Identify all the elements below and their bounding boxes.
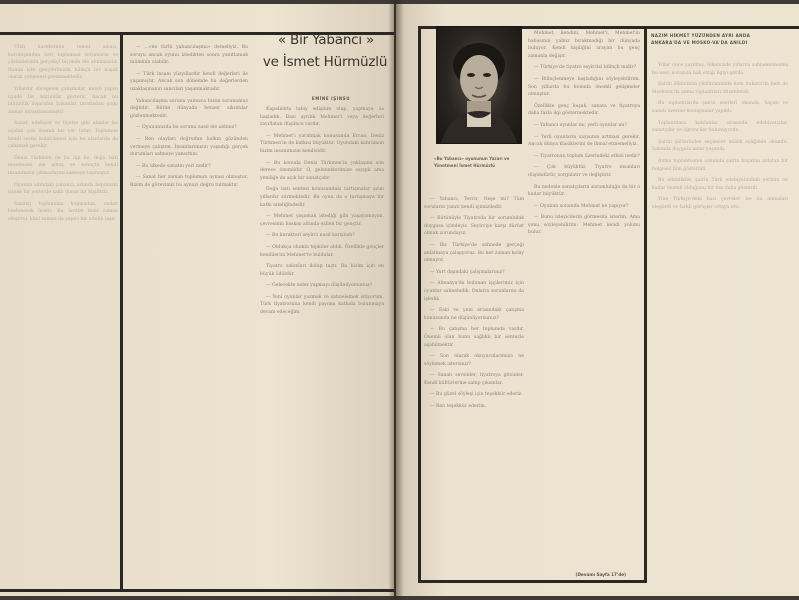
paragraph: Deniz Türkmen de bu ilgi ile, doğu batı meselesini ele almış ve sonuçta kendi insanımızın çıkmazlarını sahneye taşımıştır. (8, 155, 118, 176)
paragraph: — Bütünüyle Tiyatroda bir sorumluluk duygusu içindeyiz. Seyirciye karşı dürüst olmak zorundayız. (424, 216, 524, 237)
paragraph: Yine Türkiye'deki bazı çevreler ise bu anmaları eleştirdi ve farklı görüşler ortaya attı. (652, 197, 788, 210)
paragraph: Mehmet, kendini, Mehmet'i, Mehmet'in babasının yalnız bırakmadığı bir dünyada buluyor. Kendi kişiliğini arayan bu genç zamanla değişir. (528, 31, 640, 59)
paragraph: — Sanat her zaman toplumun aynası olmuştur. Bizim de görevimiz bu aynayı doğru tutmaktır. (130, 175, 248, 188)
sidebar-headline: NAZIM HİKMET YÜZÜNDEN AYRI ANDA ANKARA'DA VE MOSKO-VA'DA ANILDI (651, 33, 751, 45)
paragraph: — Bu çatışma her toplumda vardır. Önemli olan bunu sağlıklı bir sentezle aşabilmektir. (424, 327, 524, 348)
paragraph: — Ben teşekkür ederim. (430, 404, 487, 410)
paragraph: Ülkü hareketinin temel amacı, kuruluşundan beri toplumsal sorunların ve çözümlerinin gerçekçi biçimde ele alınmasıdır. Bunun için gençlerimizin bilinçli bir kuşak olarak yetişmesi gerekmektedir. (8, 45, 118, 81)
left-page (0, 4, 394, 596)
paragraph: — Türkiye'de tiyatro seyircisi bilinçli midir? (534, 65, 636, 71)
left-column-2 (130, 44, 248, 584)
author-photo (436, 26, 522, 144)
paragraph: — Yurt dışındaki çalışmalarınız? (430, 269, 505, 275)
portrait-image (437, 27, 521, 143)
top-rule-right (628, 26, 799, 29)
paragraph: — Biz Türkiye'de sahnede gerçeği anlatmaya çalışıyoruz. Bu her zaman kolay olmuyor. (424, 242, 524, 264)
paragraph: — Yeni oyunlar yazmak ve sahnelemek istiyorum. Türk tiyatrosuna kendi payıma katkıda bulunmaya devam edeceğim. (260, 294, 384, 316)
paragraph: — Yabancı, Tercir, Neşe mi? Tüm soruların yanıtı kendi içimizdedir. (424, 197, 524, 210)
paragraph: Kapalılıkta tabiy edişinin olup, yapmaya üs başladık. Bazı ayrılık Mehmet'i veya değerleri zayıflatan düşünce vardır. (260, 107, 384, 128)
paragraph: Bu toplantılarda şairin eserleri okundu, hayatı ve sanatı üzerine konuşmalar yapıldı. (652, 101, 788, 114)
paragraph: — Gelecekte neler yapmayı düşünüyorsunuz? (266, 283, 372, 289)
paragraph: Şairin şiirlerinden seçmeler müzik eşliğinde okundu. Salonda duygulu anlar yaşandı. (652, 139, 788, 153)
paragraph: — Almanya'da bulunan işçilerimiz için oyunlar sahneledik. Onların sorunlarını da işledik. (424, 281, 524, 302)
paragraph: — Tiyatronun toplum üzerindeki etkisi nedir? (534, 153, 640, 159)
right-column-2 (424, 196, 524, 570)
paragraph: — Oyununuzda bu sorunu nasıl ele aldınız? (136, 125, 237, 131)
paragraph: — Eski ve yeni arasındaki çatışma konusunda ne düşünüyorsunuz? (424, 308, 524, 321)
paragraph: Şairin ölümünün yıldönümünde hem Ankara'da hem de Moskova'da anma toplantıları düzenlendi. (652, 82, 788, 95)
paragraph: Anma toplantısının sonunda şairin hayatını anlatan bir belgesel film gösterildi. (652, 158, 788, 172)
paragraph: Oyunun adındaki yabancı, aslında hepimizin içinde bir yerlerde saklı duran bir kişiliktir. (8, 182, 118, 196)
paragraph: Yabancılaşma sorunu yalnızca bizim sorunumuz değildir. Bütün dünyada benzer sıkıntılar gözlenmektedir. (130, 98, 248, 119)
headline-line-1: « Bir Yabancı » (277, 32, 375, 48)
left-column-3 (260, 106, 384, 584)
left-column-1 (8, 44, 118, 584)
binding-gutter (388, 0, 404, 600)
paragraph: Doğu batı sentezi konusundaki tartışmalar uzun yıllardır sürmektedir. Bu oyun da o tartışmaya bir katkı niteliğindedir. (260, 187, 384, 208)
paragraph: — ...«ne türlü yabancılaşma» demeliyiz. Bu soruyu ancak oyunu izledikten sonra yanıtlamak mümkün olabilir. (130, 45, 248, 66)
headline-line-2: ve İsmet Hürmüzlü (262, 54, 388, 70)
paragraph: Sanatçı toplumdan kopmadan, ondan beslenerek üretir. Bu üretim kimi zaman eleştirel, kimi zaman da yapıcı bir nitelik taşır. (8, 201, 118, 222)
paragraph: — Yerli oyunların sayısının artması gerekir. Ancak dünya klasiklerini de ihmal etmemeliyiz. (528, 134, 640, 148)
paragraph: — Bu karakteri seyirci nasıl karşıladı? (266, 233, 355, 239)
paragraph: — Bu konuda Deniz Türkmen'in yaklaşımı son derece önemlidir. O, geleneklerimize saygılı ama yeniliğe de açık bir sanatçıdır. (260, 160, 384, 181)
paragraph: — Türk insanı yüzyıllardır kendi değerleri ile yaşamıştır. Ancak son dönemde bu değerlerden uzaklaşmanın sancıları yaşanmaktadır. (130, 71, 248, 92)
sidebar-column (652, 62, 788, 582)
bottom-rule-left (0, 589, 394, 592)
right-column-1 (528, 30, 640, 570)
paragraph: Toplantılara katılanlar arasında edebiyatçılar, sanatçılar ve öğrenciler bulunuyordu. (652, 120, 788, 134)
article-right-border (644, 26, 647, 583)
paragraph: — Son olarak okuyucularımıza ne söylemek istersiniz? (424, 354, 524, 367)
byline: EMİNE IŞINSU (311, 96, 351, 101)
paragraph: — Yabancı oyunlar mı, yerli oyunlar mı? (534, 122, 627, 128)
paragraph: — Bilinçlenmeye başladığını söyleyebilirim. Son yıllarda bu konuda önemli gelişmeler olmuştur. (528, 76, 640, 98)
paragraph: — Ben olayları doğrudan halkın gözünden vermeye çalıştım. İnsanlarımızın yaşadığı gerçek durumları sahneye yansıttım. (130, 136, 248, 158)
paragraph: — Sanatı sevsinler, tiyatroya gitsinler. Kendi kültürlerine sahip çıksınlar. (424, 373, 524, 386)
paragraph: — Bu güzel söyleşi için teşekkür ederiz. (430, 392, 523, 398)
paragraph: — Çok büyüktür. Tiyatro insanları düşündürür, sorgulatır ve değiştirir. (528, 165, 640, 178)
paragraph: — Bu ülkede sanatın yeri nedir? (136, 163, 211, 169)
paragraph: Tiyatro salonları dolup taştı. Bu bizim için en büyük ödüldür. (260, 264, 384, 277)
paragraph: Yıllar önce yazılmış, ülkemizde yıllarca sahnelenmemiş bu eser, sonunda hak ettiği ilgiyi gördü. (652, 63, 788, 76)
column-divider-left (120, 32, 123, 592)
paragraph: Bu etkinlikler, şairin Türk edebiyatındaki yerinin ne kadar önemli olduğunu bir kez daha gösterdi. (652, 178, 788, 191)
article-left-border (418, 26, 421, 583)
paragraph: — Mehmet'i yaratmak konusunda Ercan, Deniz Türkmen'in de katkısı büyüktür. Oyundaki kahraman bizim insanımızın kendisidir. (260, 133, 384, 154)
bottom-rule-right (418, 580, 646, 583)
paragraph: — Mehmet yaşamak istediği gibi yaşayamayan, çevresinin baskısı altında ezilen bir gençtir. (260, 214, 384, 227)
photo-caption: «Bu Yabancı» oyununun Yazarı ve Yönetmeni İsmet Hürmüzlü (434, 156, 510, 168)
paragraph: — Oyunun sonunda Mehmet ne yapıyor? (534, 203, 629, 209)
continued-note: (Devamı Sayfa 17'de) (575, 572, 626, 577)
paragraph: Özellikle genç kuşak, sanata ve tiyatroya daha fazla ilgi göstermektedir. (528, 103, 640, 117)
paragraph: — Bunu izleyicilerin görmesini isterim. Ama şunu söyleyebilirim: Mehmet kendi yolunu bulur. (528, 215, 640, 236)
paragraph: Yıllardır süregelen çalışmalar, kendi yapısı içinde bir bütünlük gösterir. Ancak bu bütünlük dışarıdan bakanlar tarafından çoğu zaman anlaşılamamıştır. (8, 86, 118, 115)
paragraph: Sanat, edebiyat ve tiyatro gibi alanlar bu açıdan çok önemli bir yer tutar. Toplumun kendi sesini bulabilmesi için bu alanlarda da çalışmak gerekir. (8, 121, 118, 150)
paragraph: Bu nedenle sanatçıların sorumluluğu da bir o kadar büyüktür. (528, 184, 640, 198)
paragraph: — Oldukça olumlu tepkiler aldık. Özellikle gençler kendilerini Mehmet'te buldular. (260, 244, 384, 258)
